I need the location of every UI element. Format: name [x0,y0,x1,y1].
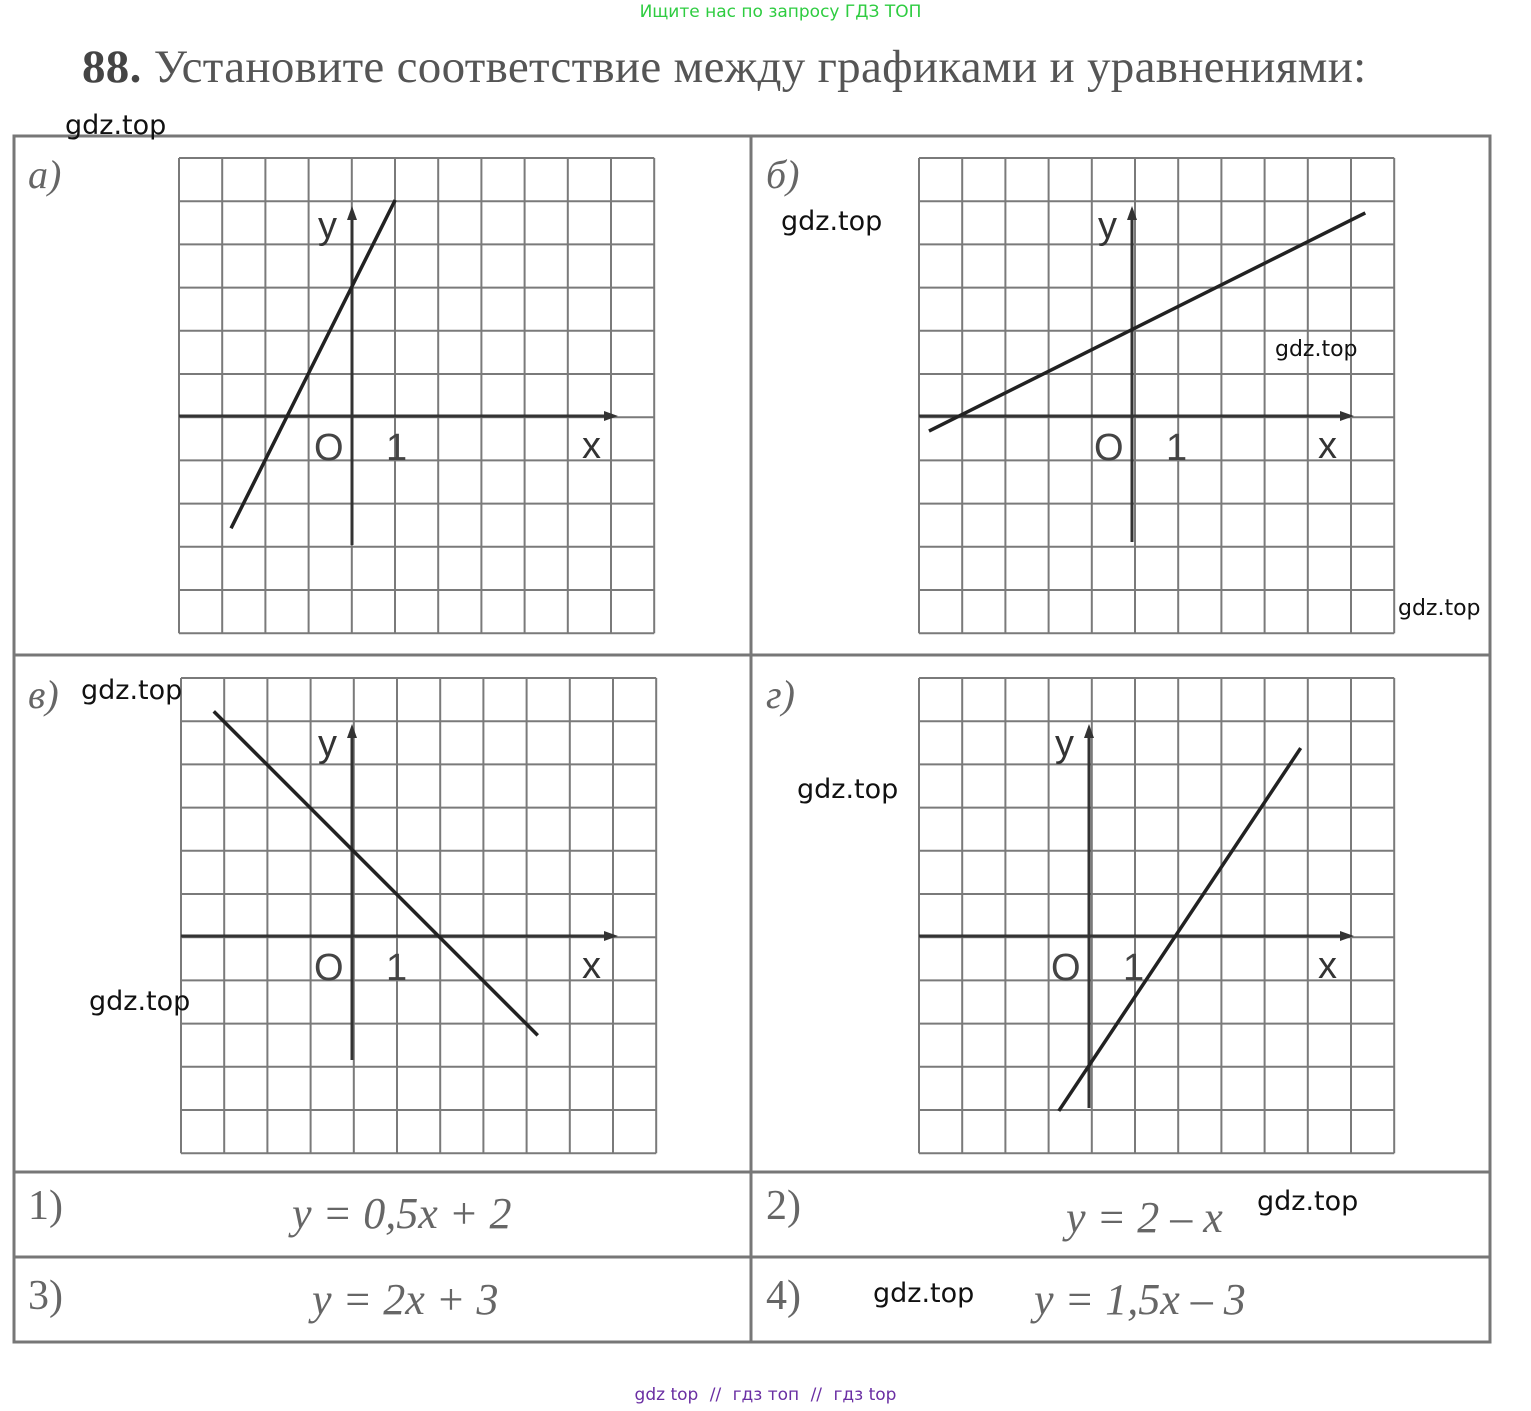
watermark-9: gdz.top [873,1278,975,1309]
function-line [214,711,538,1035]
equation-formula-3: y = 2x + 3 [312,1275,499,1324]
task-number: 88. [82,41,142,93]
equation-label-2: 2) [766,1183,801,1229]
equation-label-3: 3) [28,1273,63,1319]
x-axis-label: x [1318,425,1337,467]
x-axis-label: x [582,425,601,467]
origin-label: O [1094,427,1124,469]
graph-label: г) [766,672,795,717]
watermark-2: gdz.top [781,206,883,237]
equation-label-4: 4) [766,1273,801,1319]
y-axis-label: y [318,205,337,247]
function-line [929,213,1365,431]
y-axis-label: y [318,723,337,765]
footer-links [0,1385,1531,1405]
origin-label: O [314,947,344,989]
top-search-link[interactable]: Ищите нас по запросу ГДЗ ТОП [639,2,922,22]
watermark-8: gdz.top [1257,1186,1359,1217]
unit-label: 1 [1166,427,1188,469]
equation-formula-4: y = 1,5x – 3 [1034,1275,1246,1324]
graph-panel-1 [28,152,654,633]
task-text: Установите соответствие между графиками и уравнениями: [153,41,1367,93]
watermark-4: gdz.top [1398,596,1481,621]
x-axis-label: x [582,945,601,987]
graph-panel-4 [766,672,1394,1153]
watermark-7: gdz.top [89,986,191,1017]
y-axis-arrow-icon [347,206,357,220]
watermark-5: gdz.top [81,675,183,706]
grid [919,158,1394,633]
unit-label: 1 [386,427,408,469]
equation-formula-2: y = 2 – x [1066,1193,1223,1242]
footer-separator-1: // [709,1385,722,1405]
origin-label: O [314,427,344,469]
graph-label: б) [766,152,800,197]
footer-separator-2: // [810,1385,823,1405]
watermark-6: gdz.top [797,774,899,805]
unit-label: 1 [386,947,408,989]
y-axis-arrow-icon [347,724,357,738]
footer-link-2[interactable]: гдз топ [732,1385,800,1405]
x-axis-label: x [1318,945,1337,987]
function-line [231,200,395,528]
y-axis-label: y [1055,723,1074,765]
watermark-1: gdz.top [65,110,167,141]
equation-formula-1: y = 0,5x + 2 [292,1189,512,1238]
table-frame [14,136,1490,1342]
watermark-3: gdz.top [1275,337,1358,362]
graph-label: а) [28,152,62,197]
origin-label: O [1051,947,1081,989]
x-axis-arrow-icon [604,931,618,941]
unit-label: 1 [1123,947,1145,989]
graph-label: в) [28,672,59,717]
grid [179,158,654,633]
footer-link-1[interactable]: gdz top [634,1385,699,1405]
graph-panels [28,152,1394,1153]
footer-link-3[interactable]: гдз top [833,1385,897,1405]
graph-panel-3 [28,672,656,1153]
grid [919,678,1394,1153]
equation-label-1: 1) [28,1183,63,1229]
y-axis-label: y [1098,205,1117,247]
